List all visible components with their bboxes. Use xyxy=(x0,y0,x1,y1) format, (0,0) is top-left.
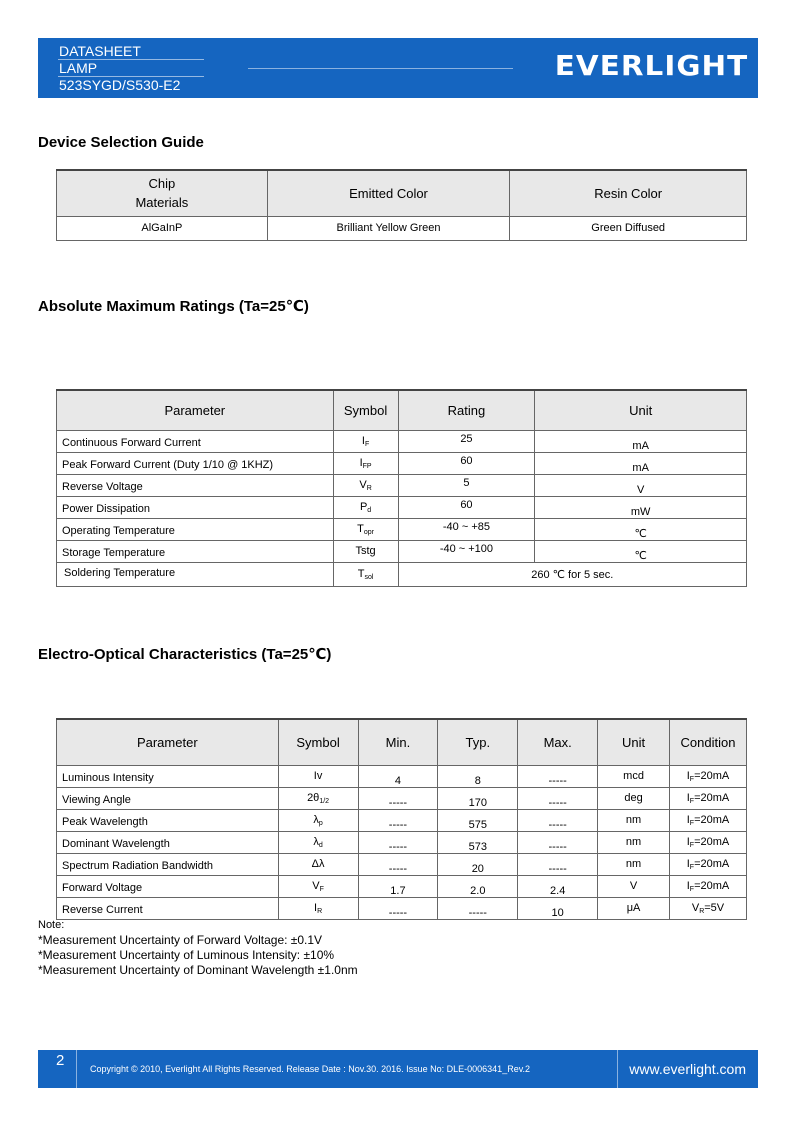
section-title-eoc: Electro-Optical Characteristics (Ta=25℃) xyxy=(38,646,332,663)
col-header-parameter: Parameter xyxy=(57,390,334,430)
section-title-selection: Device Selection Guide xyxy=(38,134,204,151)
table-row: Reverse Current $I_R$ ----- ----- 10 μA $V_R=5V$ xyxy=(57,897,747,919)
table-row: Reverse Voltage $V_R$ 5 V xyxy=(57,474,747,496)
table-row: Continuous Forward Current $I_F$ 25 mA xyxy=(57,430,747,452)
col-header-max: Max. xyxy=(518,719,598,765)
col-header-resin-color: Resin Color xyxy=(510,170,747,216)
table-row: Peak Forward Current (Duty 1/10 @ 1KHZ) $I_{FP}$ 60 mA xyxy=(57,452,747,474)
amr-table xyxy=(56,389,747,587)
col-header-symbol: Symbol xyxy=(333,390,398,430)
col-header-parameter: Parameter xyxy=(57,719,279,765)
table-row: Luminous Intensity Iv 4 8 ----- mcd $I_F=20mA$ xyxy=(57,765,747,787)
doc-type: DATASHEET xyxy=(58,43,204,60)
col-header-typ: Typ. xyxy=(438,719,518,765)
footer-divider xyxy=(617,1050,618,1088)
note-label: Note: xyxy=(38,919,65,931)
table-row: Soldering Temperature $T_{sol}$ 260 ℃ for 5 sec. xyxy=(57,562,747,586)
note-luminous-intensity: *Measurement Uncertainty of Luminous Intensity: ±10% xyxy=(38,948,335,962)
table-row: Operating Temperature $T_{opr}$ -40 ~ +85 ℃ xyxy=(57,518,747,540)
note-dominant-wavelength: *Measurement Uncertainty of Dominant Wavelength ±1.0nm xyxy=(38,963,358,977)
col-header-symbol: Symbol xyxy=(278,719,358,765)
col-header-unit: Unit xyxy=(598,719,670,765)
table-row: Spectrum Radiation Bandwidth Δλ ----- 20 ----- nm $I_F=20mA$ xyxy=(57,853,747,875)
col-header-rating: Rating xyxy=(398,390,535,430)
header-text xyxy=(58,43,204,93)
header-bar xyxy=(38,38,758,98)
copyright-text: Copyright © 2010, Everlight All Rights Reserved. Release Date : Nov.30. 2016. Issue No: DLE-0006341_Rev.2 xyxy=(90,1064,531,1074)
page-number: 2 xyxy=(56,1052,65,1069)
table-row: Dominant Wavelength $\lambda_d$ ----- 573 ----- nm $I_F=20mA$ xyxy=(57,831,747,853)
footer-bar xyxy=(38,1050,758,1088)
note-forward-voltage: *Measurement Uncertainty of Forward Voltage: ±0.1V xyxy=(38,933,323,947)
table-row: Forward Voltage $V_F$ 1.7 2.0 2.4 V $I_F=20mA$ xyxy=(57,875,747,897)
selection-table xyxy=(56,169,747,241)
col-header-min: Min. xyxy=(358,719,438,765)
notes xyxy=(38,918,358,978)
table-row: Viewing Angle $2\theta_{1/2}$ ----- 170 ----- deg $I_F=20mA$ xyxy=(57,787,747,809)
section-title-amr: Absolute Maximum Ratings (Ta=25℃) xyxy=(38,298,309,315)
eoc-table xyxy=(56,718,747,920)
footer-divider xyxy=(76,1050,77,1088)
col-header-emitted-color: Emitted Color xyxy=(267,170,510,216)
table-row: Power Dissipation $P_d$ 60 mW xyxy=(57,496,747,518)
col-header-unit: Unit xyxy=(535,390,747,430)
doc-category: LAMP xyxy=(58,60,204,77)
header-divider xyxy=(248,68,513,69)
col-header-chip: Chip Materials xyxy=(57,170,268,216)
website-link[interactable]: www.everlight.com xyxy=(629,1061,746,1077)
table-row: Storage Temperature Tstg -40 ~ +100 ℃ xyxy=(57,540,747,562)
table-row: AlGaInP Brilliant Yellow Green Green Diffused xyxy=(57,216,747,240)
part-number: 523SYGD/S530-E2 xyxy=(59,77,181,93)
table-row: Peak Wavelength $\lambda_p$ ----- 575 ----- nm $I_F=20mA$ xyxy=(57,809,747,831)
everlight-logo: EVERLIGHT xyxy=(554,49,748,82)
col-header-condition: Condition xyxy=(670,719,747,765)
